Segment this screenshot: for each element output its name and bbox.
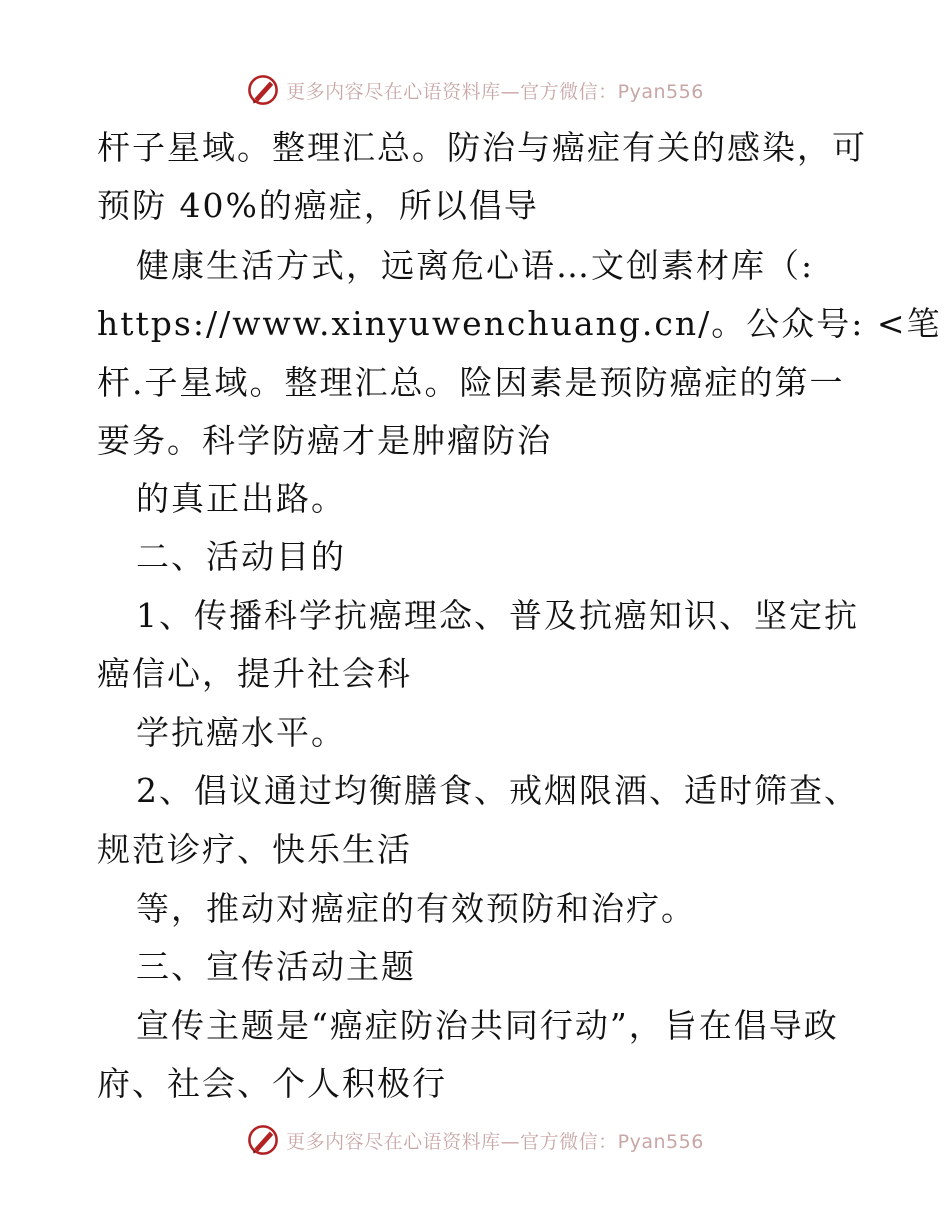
text-line-5: 杆.子星域。整理汇总。险因素是预防癌症的第一 (97, 363, 845, 402)
text-line-12: 2、倡议通过均衡膳食、戒烟限酒、适时筛查、 (136, 771, 859, 810)
text-line-10: 癌信心，提升社会科 (97, 654, 412, 693)
text-line-16: 宣传主题是“癌症防治共同行动”，旨在倡导政 (136, 1006, 839, 1045)
text-line-9: 1、传播科学抗癌理念、普及抗癌知识、坚定抗 (136, 596, 859, 635)
text-line-7: 的真正出路。 (136, 479, 346, 518)
text-line-3: 健康生活方式，远离危心语…文创素材库（: (136, 246, 815, 285)
text-line-6: 要务。科学防癌才是肿瘤防治 (97, 421, 552, 460)
text-line-2: 预防 40%的癌症，所以倡导 (97, 186, 539, 225)
footer-watermark-inner (246, 1123, 704, 1157)
text-line-11: 学抗癌水平。 (136, 713, 346, 752)
section-heading-3: 三、宣传活动主题 (136, 947, 416, 986)
footer-watermark (0, 1120, 950, 1160)
text-line-17: 府、社会、个人积极行 (97, 1064, 447, 1103)
text-line-14: 等，推动对癌症的有效预防和治疗。 (136, 889, 696, 928)
footer-watermark-text: 更多内容尽在心语资料库—官方微信：Pyan556 (286, 1130, 704, 1153)
header-watermark-text: 更多内容尽在心语资料库—官方微信：Pyan556 (286, 80, 704, 103)
pen-logo-icon (246, 1123, 280, 1157)
text-line-13: 规范诊疗、快乐生活 (97, 830, 412, 869)
text-line-4: https://www.xinyuwenchuang.cn/。公众号: <笔 (97, 304, 942, 343)
section-heading-2: 二、活动目的 (136, 537, 346, 576)
text-line-1: 杆子星域。整理汇总。防治与癌症有关的感染，可 (97, 128, 867, 167)
